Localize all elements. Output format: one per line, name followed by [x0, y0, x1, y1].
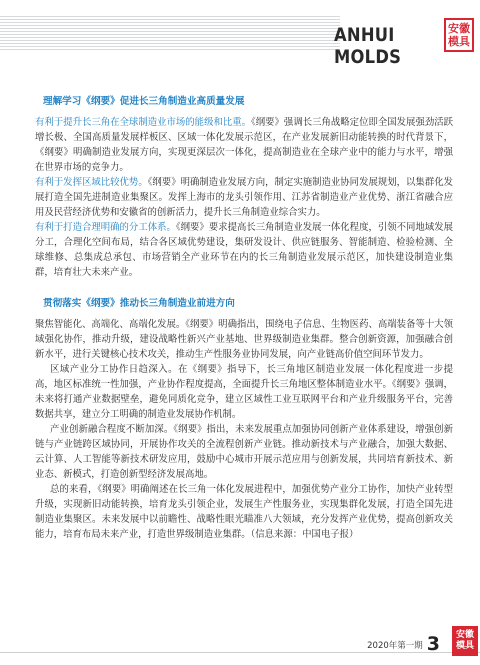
section-1-paragraph-2: [35, 175, 453, 220]
p2-text: 《纲要》明确制造业发展方向，制定实施制造业协同发展规划，以集群化发展打造全国先进制造业集聚区。发挥上海市的龙头引领作用、江苏省制造业产业优势、浙江省融合应用及民营经济优势和安徽省的创新活力，提升长三角制造业综合实力。: [35, 177, 453, 218]
p3-highlight: 有利于打造合理明确的分工体系。: [35, 222, 176, 233]
p3-text: 《纲要》要求提高长三角制造业发展一体化程度，引领不同地域发展分工，合理化空间布局，结合各区域优势建设，集研发设计、供应链服务、智能制造、检验检测、全球维修、总集成总承包、市场营销全产业环节在内的长三角制造业发展示范区，加快建设制造业集群，培育壮大未来产业。: [35, 222, 453, 278]
logo-line-2: 模具: [448, 35, 470, 48]
p1-highlight: 有利于提升长三角在全球制造业市场的能级和比重。: [35, 117, 252, 128]
p1-text: 《纲要》强调长三角战略定位即全国发展强劲活跃增长极、全国高质量发展样板区、区域一体化发展示范区，在产业发展新旧动能转换的时代背景下，《纲要》明确制造业发展方向，实现更深层次一体化，提高制造业在全球产业中的能力与水平，增强在世界市场的竞争力。: [35, 117, 453, 173]
section-2-title: 贯彻落实《纲要》推动长三角制造业前进方向: [43, 298, 235, 309]
header-stripes: [0, 14, 340, 50]
section-1-paragraph-1: [35, 115, 453, 175]
brand-title: ANHUI MOLDS: [334, 24, 402, 68]
section-1-title: 理解学习《纲要》促进长三角制造业高质量发展: [43, 96, 245, 107]
section-2-paragraph-2: 区域产业分工协作日趋深入。在《纲要》指导下，长三角地区制造业发展一体化程度进一步提高，地区标准统一性加强，产业协作程度提高，全面提升长三角地区整体制造业水平。《纲要》强调，未来将打通产业数据壁垒，避免同质化竞争，建立区域性工业互联网平台和产业升级服务平台，完善数据共享，建立分工明确的制造业发展协作机制。: [35, 364, 453, 420]
page-header: [0, 0, 480, 68]
issue-label: 2020年第一期: [367, 641, 423, 651]
page-footer: [367, 634, 440, 654]
footer-badge: [452, 626, 478, 656]
footer-badge-line-2: 模具: [455, 641, 474, 651]
article-body: [35, 94, 453, 542]
section-2-paragraph-3: 产业创新融合程度不断加深。《纲要》指出，未来发展重点加强协同创新产业体系建设，增强创新链与产业链跨区域协同，开展协作攻关的全流程创新产业链。推动新技术与产业融合，加强大数据、云计算、人工智能等新技术研发应用，鼓励中心城市开展示范应用与创新发展，共同培育新技术、新业态、新模式，打造创新型经济发展高地。: [35, 424, 453, 480]
logo-badge: [444, 18, 474, 52]
p2-highlight: 有利于发挥区域比较优势。: [35, 177, 148, 188]
logo-line-1: 安徽: [448, 22, 470, 35]
section-2-paragraph-4: 总的来看，《纲要》明确阐述在长三角一体化发展进程中，加强优势产业分工协作，加快产业转型升级，实现新旧动能转换，培育龙头引领企业，发展生产性服务业，实现集群化发展，打造全国先进制造业集聚区。未来发展中以前瞻性、战略性眼光瞄准八大领域，充分发挥产业优势，提高创新攻关能力，培育布局未来产业，打造世界级制造业集群。（信息来源：中国电子报）: [35, 484, 453, 540]
section-1-paragraph-3: [35, 220, 453, 280]
section-2-paragraph-1: 聚焦智能化、高端化、高端化发展。《纲要》明确指出，围绕电子信息、生物医药、高端装备等十大领域强化协作，推动升级，建设战略性新兴产业基地、世界级制造业集群。整合创新资源，加强融合创新水平，进行关键核心技术攻关，推动生产性服务业协同发展，向产业链高价值空间环节发力。: [35, 319, 453, 360]
footer-badge-line-1: 安徽: [455, 630, 474, 640]
page-number: 3: [426, 633, 440, 655]
